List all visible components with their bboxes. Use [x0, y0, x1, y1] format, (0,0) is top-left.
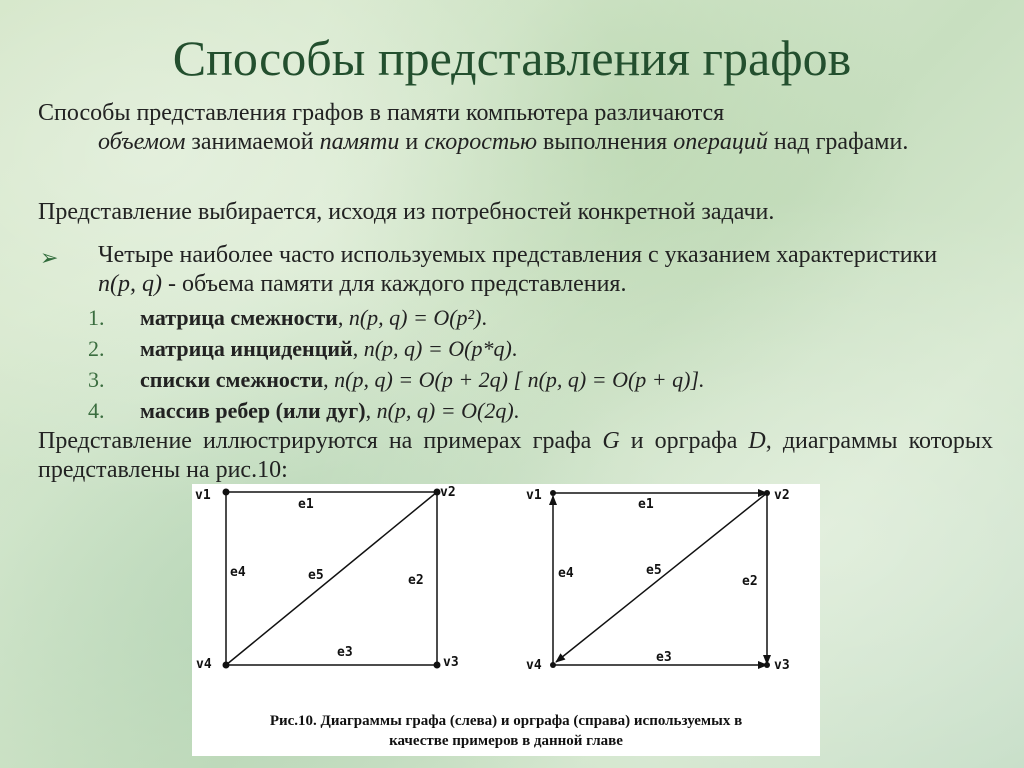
bullet-formula: n(p, q): [98, 271, 162, 297]
vertex-v3: [764, 662, 770, 668]
list-item: [88, 395, 988, 426]
list-item-formula: n(p, q) = O(2q): [371, 398, 514, 423]
vertex-label: v2: [774, 488, 790, 503]
vertex-v4: [223, 662, 230, 669]
examples-text-2: и орграфа: [619, 428, 749, 454]
intro-italic-speed: скоростью: [424, 129, 538, 155]
edge-label: e5: [646, 563, 662, 578]
list-item-formula: n(p, q) = O(p²): [343, 305, 482, 330]
vertex-label: v4: [526, 658, 542, 673]
vertex-label: v2: [440, 485, 456, 500]
list-item: [88, 302, 988, 333]
intro-text-5: над графами.: [767, 129, 909, 155]
caption-line-1: Рис.10. Диаграммы графа (слева) и орграфа (справа) используемых в: [269, 713, 743, 729]
edge-label: e4: [230, 565, 246, 580]
vertex-label: v3: [774, 658, 790, 673]
vertex-v2: [764, 490, 770, 496]
edge-label: e1: [638, 497, 654, 512]
graph-name-g: G: [602, 428, 620, 454]
list-item: [88, 364, 988, 395]
edge-label: e2: [742, 574, 758, 589]
vertex-label: v1: [526, 488, 542, 503]
intro-italic-operations: операций: [673, 129, 768, 155]
list-number: 3.: [88, 367, 105, 392]
figure-graph-diagrams: [192, 484, 820, 756]
edge-label: e1: [298, 497, 314, 512]
list-item-end: .: [481, 305, 487, 330]
list-item-formula: n(p, q) = O(p + 2q): [328, 367, 509, 392]
intro-text-4: выполнения: [537, 129, 674, 155]
list-item: [88, 333, 988, 364]
vertex-label: v1: [195, 488, 211, 503]
edge-e5: [226, 492, 437, 665]
list-number: 4.: [88, 398, 105, 423]
list-item-name: списки смежности: [140, 367, 324, 392]
list-item-name: массив ребер (или дуг): [140, 398, 366, 423]
list-item-sep: ,: [365, 398, 372, 423]
list-item-sep: ,: [323, 367, 329, 392]
slide-title: Способы представления графов: [172, 30, 852, 86]
list-number: 2.: [88, 336, 105, 361]
list-item-name: матрица инциденций: [140, 336, 353, 361]
list-item-end: [ n(p, q) = O(p + q)].: [508, 367, 705, 392]
bullet-item: [40, 241, 970, 299]
list-number: 1.: [88, 305, 105, 330]
intro-text-3: и: [399, 129, 425, 155]
figure-caption: [192, 711, 820, 751]
choice-paragraph: Представление выбирается, исходя из потребностей конкретной задачи.: [38, 199, 775, 225]
representation-list: [88, 302, 988, 426]
list-item-name: матрица смежности: [140, 305, 338, 330]
intro-text-1: Способы представления графов в памяти компьютера различаются: [38, 100, 725, 126]
vertex-v1: [550, 490, 556, 496]
list-item-end: .: [511, 336, 518, 361]
list-item-end: .: [513, 398, 520, 423]
list-item-sep: ,: [337, 305, 344, 330]
edge-label: e3: [656, 650, 672, 665]
examples-text-3: , диаграммы которых представлены на рис.10:: [38, 428, 993, 483]
directed-graph: [526, 488, 790, 673]
arrow-bullet-icon: ➢: [40, 245, 59, 270]
edge-label: e3: [337, 645, 353, 660]
undirected-graph: [195, 485, 459, 672]
graph-name-d: D: [748, 428, 766, 454]
edge-label: e2: [408, 573, 424, 588]
vertex-v4: [550, 662, 556, 668]
edge-label: e5: [308, 568, 324, 583]
vertex-v3: [434, 662, 441, 669]
vertex-v1: [223, 489, 230, 496]
intro-paragraph: [38, 99, 993, 157]
vertex-label: v3: [443, 655, 459, 670]
examples-text-1: Представление иллюстрируются на примерах графа: [38, 428, 603, 454]
bullet-text-2: - объема памяти для каждого представления.: [161, 271, 627, 297]
list-item-formula: n(p, q) = O(p*q): [358, 336, 512, 361]
intro-italic-volume: объемом: [98, 129, 186, 155]
intro-italic-memory: памяти: [319, 129, 400, 155]
caption-line-2: качестве примеров в данной главе: [389, 733, 623, 749]
bullet-text-1: Четыре наиболее часто используемых представления с указанием характеристики: [98, 242, 938, 268]
examples-paragraph: [38, 427, 993, 485]
intro-text-2: занимаемой: [185, 129, 320, 155]
vertex-label: v4: [196, 657, 212, 672]
list-item-sep: ,: [352, 336, 359, 361]
edge-label: e4: [558, 566, 574, 581]
graph-diagrams-svg: [192, 484, 820, 714]
